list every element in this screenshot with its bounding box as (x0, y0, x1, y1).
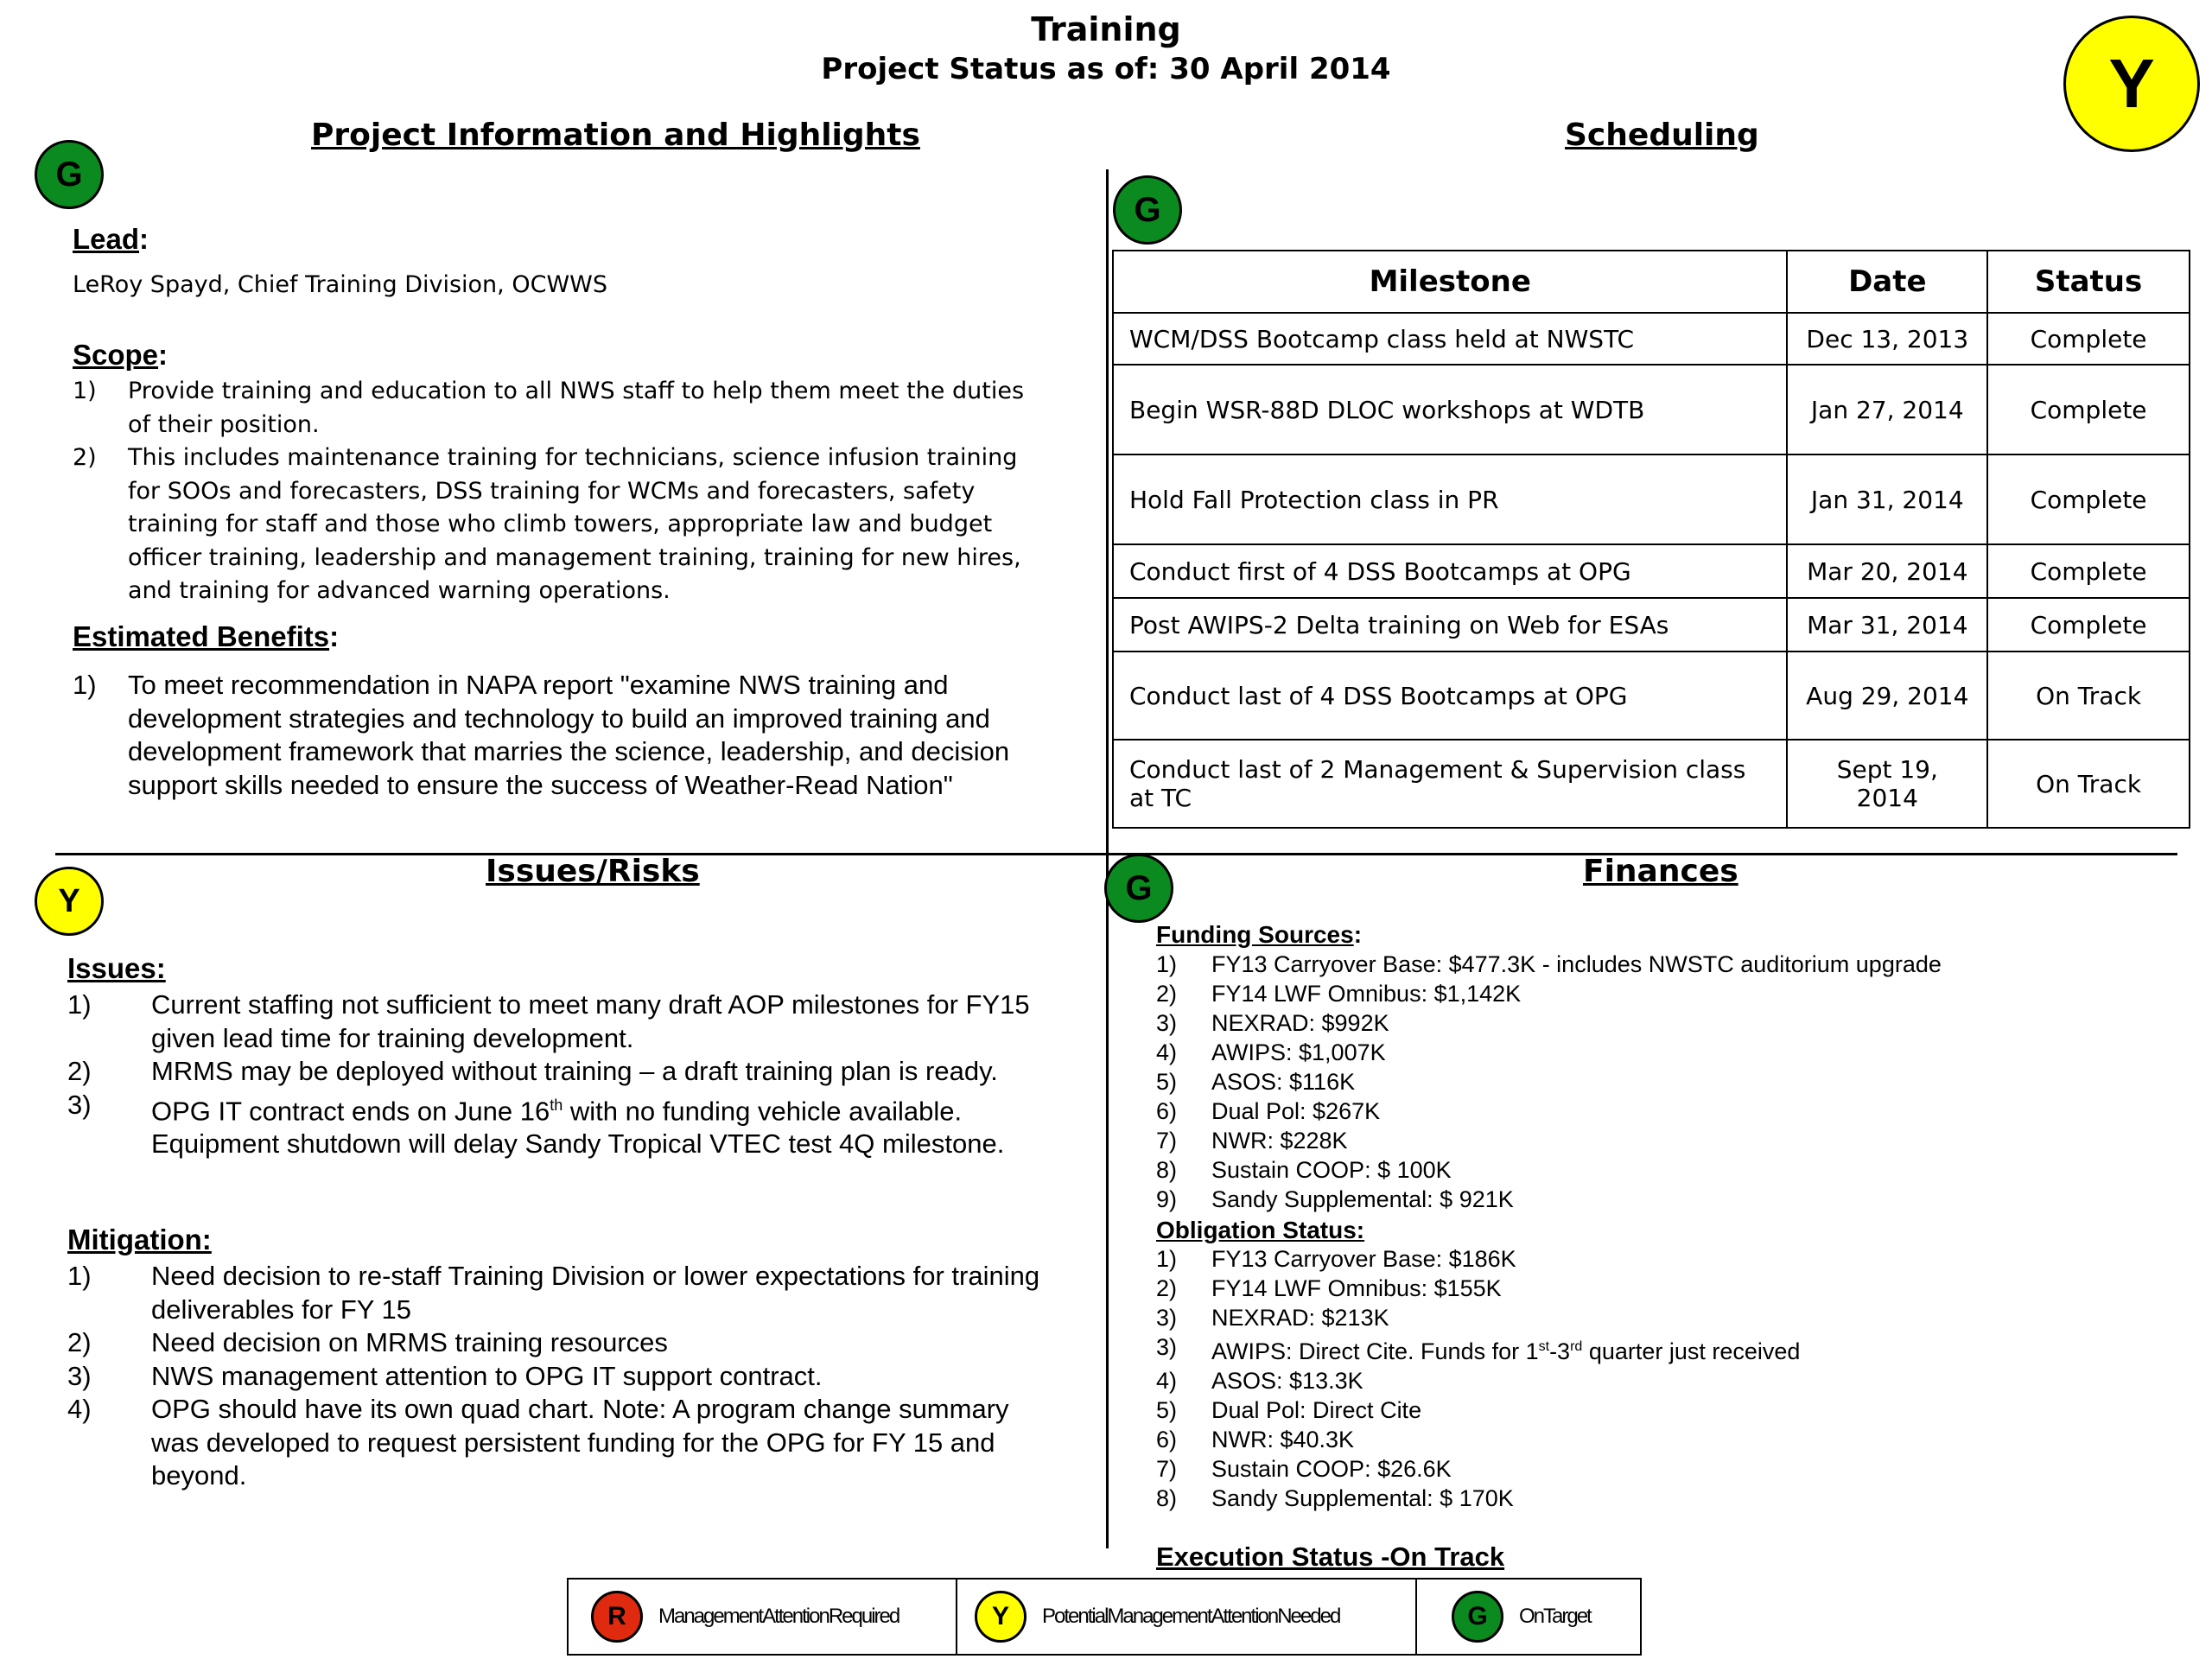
list-item: 4) OPG should have its own quad chart. Note: A program change summary was developed to request persistent funding for the OPG for FY 15 and beyond. (67, 1394, 1009, 1491)
milestone-cell: Hold Fall Protection class in PR (1113, 454, 1787, 544)
horizontal-divider (55, 853, 2177, 855)
legend-label: ManagementAttentionRequired (658, 1605, 899, 1628)
funding-heading: Funding Sources: (1156, 921, 1363, 948)
issues-list (67, 988, 1061, 1161)
date-cell: Sept 19, 2014 (1787, 740, 1987, 828)
legend-label: OnTarget (1519, 1605, 1591, 1628)
table-row (1113, 544, 2190, 598)
date-cell: Dec 13, 2013 (1787, 313, 1987, 365)
milestone-column-header: Milestone (1113, 251, 1787, 313)
table-row (1113, 740, 2190, 828)
legend-label: PotentialManagementAttentionNeeded (1042, 1605, 1340, 1628)
list-item: 1) FY13 Carryover Base: $477.3K - includes NWSTC auditorium upgrade (1156, 951, 1942, 977)
list-item: 1) Need decision to re-staff Training Division or lower expectations for training deliverables for FY 15 (67, 1261, 1040, 1325)
list-item: 6) NWR: $40.3K (1156, 1427, 1355, 1452)
table-row (1113, 365, 2190, 454)
list-item: 3) NEXRAD: $992K (1156, 1010, 1389, 1036)
vertical-divider (1106, 169, 1109, 1548)
mitigation-list (67, 1260, 1061, 1493)
funding-list (1156, 950, 2176, 1214)
status-cell: Complete (1987, 598, 2190, 652)
table-row (1113, 313, 2190, 365)
milestone-cell: Conduct last of 2 Management & Supervision class at TC (1113, 740, 1787, 828)
list-item: 2) MRMS may be deployed without training – a draft training plan is ready. (67, 1056, 998, 1086)
list-item: 2) FY14 LWF Omnibus: $155K (1156, 1275, 1502, 1301)
finances-title: Finances (1583, 854, 1738, 889)
list-item: 1) Current staffing not sufficient to meet many draft AOP milestones for FY15 given lead time for training development. (67, 989, 1030, 1053)
benefits-list (73, 669, 1058, 802)
list-item: 7) Sustain COOP: $26.6K (1156, 1456, 1452, 1482)
list-item: 1) Provide training and education to all NWS staff to help them meet the duties of their position. (73, 378, 1025, 438)
legend-item-yellow (957, 1580, 1417, 1654)
issues-heading: Issues: (67, 952, 166, 984)
list-item: 2) This includes maintenance training for technicians, science infusion training for SOOs and forecasters, DSS training for WCMs and forecasters, safety training for staff and those who climb towers, appropriate law and budget officer training, leadership and management training, training for new hires, and training for advanced warning operations. (73, 444, 1021, 604)
page-title: Training (1031, 10, 1181, 48)
list-item: 4) AWIPS: $1,007K (1156, 1039, 1386, 1065)
milestone-cell: Post AWIPS-2 Delta training on Web for ESAs (1113, 598, 1787, 652)
status-cell: Complete (1987, 544, 2190, 598)
legend-item-red (569, 1580, 957, 1654)
issues-status-indicator: Y (35, 867, 104, 936)
obligation-list (1156, 1244, 2176, 1513)
list-item: 8) Sustain COOP: $ 100K (1156, 1157, 1452, 1183)
status-cell: Complete (1987, 454, 2190, 544)
milestone-cell: Conduct last of 4 DSS Bootcamps at OPG (1113, 652, 1787, 740)
list-item: 5) ASOS: $116K (1156, 1069, 1356, 1095)
date-cell: Jan 31, 2014 (1787, 454, 1987, 544)
table-row (1113, 652, 2190, 740)
list-item: 4) ASOS: $13.3K (1156, 1368, 1363, 1394)
milestone-cell: WCM/DSS Bootcamp class held at NWSTC (1113, 313, 1787, 365)
list-item: 2) FY14 LWF Omnibus: $1,142K (1156, 981, 1522, 1007)
page-subtitle: Project Status as of: 30 April 2014 (821, 52, 1391, 86)
list-item: 3) AWIPS: Direct Cite. Funds for 1st-3rd quarter just received (1156, 1334, 1801, 1364)
status-cell: On Track (1987, 652, 2190, 740)
table-row (1113, 598, 2190, 652)
status-cell: On Track (1987, 740, 2190, 828)
date-cell: Aug 29, 2014 (1787, 652, 1987, 740)
list-item: 6) Dual Pol: $267K (1156, 1098, 1381, 1124)
project-info-status-indicator: G (35, 140, 104, 209)
scope-heading: Scope: (73, 339, 168, 371)
red-status-icon: R (591, 1591, 643, 1643)
list-item: 3) NEXRAD: $213K (1156, 1305, 1389, 1331)
table-row (1113, 454, 2190, 544)
lead-heading: Lead: (73, 223, 149, 255)
finances-status-indicator: G (1104, 854, 1173, 923)
execution-status: Execution Status -On Track (1156, 1541, 1505, 1572)
list-item: 2) Need decision on MRMS training resources (67, 1327, 668, 1357)
date-cell: Jan 27, 2014 (1787, 365, 1987, 454)
status-column-header: Status (1987, 251, 2190, 313)
list-item: 3) OPG IT contract ends on June 16th with no funding vehicle available. Equipment shutdown will delay Sandy Tropical VTEC test 4Q milestone. (67, 1089, 1005, 1160)
scheduling-title: Scheduling (1565, 118, 1759, 153)
table-header-row (1113, 251, 2190, 313)
status-cell: Complete (1987, 365, 2190, 454)
date-cell: Mar 20, 2014 (1787, 544, 1987, 598)
list-item: 3) NWS management attention to OPG IT support contract. (67, 1360, 823, 1391)
status-cell: Complete (1987, 313, 2190, 365)
project-info-title: Project Information and Highlights (311, 118, 920, 153)
list-item: 1) To meet recommendation in NAPA report "examine NWS training and development strategies and technology to build an improved training and development framework that marries the science, leadership, and decision support skills needed to ensure the success of Weather-Read Nation" (73, 670, 1010, 800)
lead-value: LeRoy Spayd, Chief Training Division, OCWWS (73, 271, 607, 298)
status-legend (567, 1578, 1642, 1656)
milestone-cell: Begin WSR-88D DLOC workshops at WDTB (1113, 365, 1787, 454)
list-item: 5) Dual Pol: Direct Cite (1156, 1397, 1422, 1423)
scope-list (73, 375, 1049, 608)
milestone-cell: Conduct first of 4 DSS Bootcamps at OPG (1113, 544, 1787, 598)
obligation-heading: Obligation Status: (1156, 1217, 1365, 1243)
legend-item-green (1417, 1580, 1637, 1654)
overall-status-indicator: Y (2063, 16, 2200, 152)
milestone-table (1112, 250, 2190, 829)
date-column-header: Date (1787, 251, 1987, 313)
yellow-status-icon: Y (975, 1591, 1027, 1643)
scheduling-status-indicator: G (1113, 175, 1182, 245)
mitigation-heading: Mitigation: (67, 1224, 212, 1255)
list-item: 7) NWR: $228K (1156, 1128, 1348, 1154)
list-item: 9) Sandy Supplemental: $ 921K (1156, 1186, 1514, 1212)
benefits-heading: Estimated Benefits: (73, 620, 340, 652)
list-item: 1) FY13 Carryover Base: $186K (1156, 1246, 1516, 1272)
green-status-icon: G (1452, 1591, 1503, 1643)
list-item: 8) Sandy Supplemental: $ 170K (1156, 1485, 1514, 1511)
date-cell: Mar 31, 2014 (1787, 598, 1987, 652)
issues-title: Issues/Risks (486, 854, 700, 889)
